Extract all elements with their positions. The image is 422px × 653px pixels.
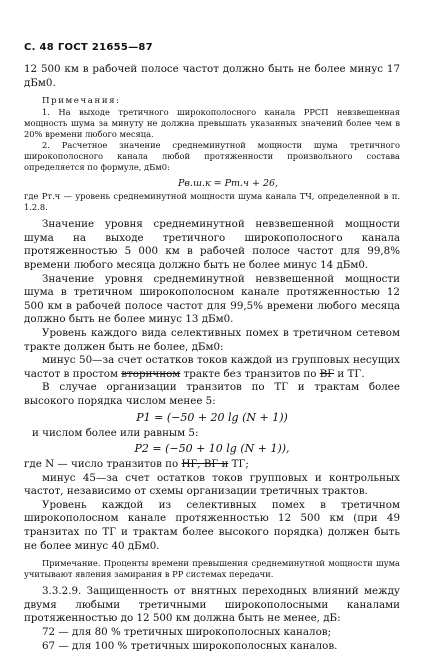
paragraph-transits-less-5: В случае организации транзитов по ТГ и трактам более высокого порядка числом менее 5: (24, 381, 400, 407)
paragraph-minus-45: минус 45—за счет остатков токов групповых и контрольных частот, независимо от схемы организации третичных трактов. (24, 471, 400, 498)
paragraph-minus-50 (24, 354, 400, 381)
struck-text: вторичном (121, 367, 181, 380)
formula-noise-level: Pв.ш.к = Pт.ч + 26, (178, 178, 279, 190)
note-1: 1. На выходе третичного широкополосного канала РРСП невзвешенная мощность шума за минуту не должна превышать указанных значений более чем в 20% времени любого месяца. (24, 107, 400, 140)
paragraph-3-3-2-9: 3.3.2.9. Защищенность от внятных переходных влияний между двумя любыми третичными широкополосными каналами протяженностью до 12 500 км должна быть не менее, дБ: (24, 585, 400, 625)
text-segment: тракте без транзитов по (180, 367, 320, 380)
paragraph-selective-interference: Уровень каждого вида селективных помех в третичном сетевом тракте должен быть не более, дБм0: (24, 326, 400, 353)
text-segment: и ТГ. (334, 367, 365, 380)
struck-text: НГ, ВГ и (181, 458, 229, 471)
formula-explanation: где Pт.ч — уровень среднеминутной мощности шума канала ТЧ, определенной в п. 1.2.8. (24, 191, 400, 213)
paragraph-noise-12500km: Значение уровня среднеминутной невзвешенной мощности шума в третичном широкополосном канале протяженностью 12 500 км в рабочей полосе частот для 99,5% времени любого месяца должно быть не более минус 13 дБм0. (24, 272, 400, 326)
formula-p2: P2 = (−50 + 10 lg (N + 1)), (134, 442, 290, 456)
list-item-100: 67 — для 100 % третичных широкополосных каналов. (42, 639, 338, 652)
text-segment: минус 50—за счет остатков токов каждой из групповых несущих частот в простом (24, 354, 400, 380)
list-item-80: 72 — для 80 % третичных широкополосных каналов; (42, 626, 332, 639)
note-3: Примечание. Проценты времени превышения среднеминутной мощности шума учитывают явления замирания в РР системах передачи. (24, 558, 400, 580)
paragraph-continuation: 12 500 км в рабочей полосе частот должно быть не более минус 17 дБм0. (24, 63, 400, 89)
paragraph-transits-number (24, 458, 400, 472)
note-2: 2. Расчетное значение среднеминутной мощности шума третичного широкополосного канала любой протяженности произвольного состава определяется по формуле, дБм0: (24, 140, 400, 173)
formula-p1: P1 = (−50 + 20 lg (N + 1)) (136, 410, 288, 424)
struck-text: ВГ (319, 367, 335, 380)
page-header: С. 48 ГОСТ 21655—87 (24, 42, 153, 53)
paragraph-selective-12500km: Уровень каждой из селективных помех в третичном широкополосном канале протяженностью 12 500 км (при 49 транзитах по ТГ и трактам более высокого порядка) должен быть не более минус 40 дБм0. (24, 498, 400, 552)
text-segment: ТГ; (228, 458, 249, 471)
notes-title: Примечания: (42, 96, 121, 107)
paragraph-transits-more-5: и числом более или равным 5: (32, 426, 199, 439)
document-body (24, 63, 400, 653)
paragraph-noise-5000km: Значение уровня среднеминутной невзвешенной мощности шума на выходе третичного широкополосного канала протяженностью 5 000 км в рабочей полосе частот для 99,8% времени любого месяца должно быть не более минус 14 дБм0. (24, 218, 400, 271)
text-segment: где N — число транзитов по (24, 458, 182, 471)
